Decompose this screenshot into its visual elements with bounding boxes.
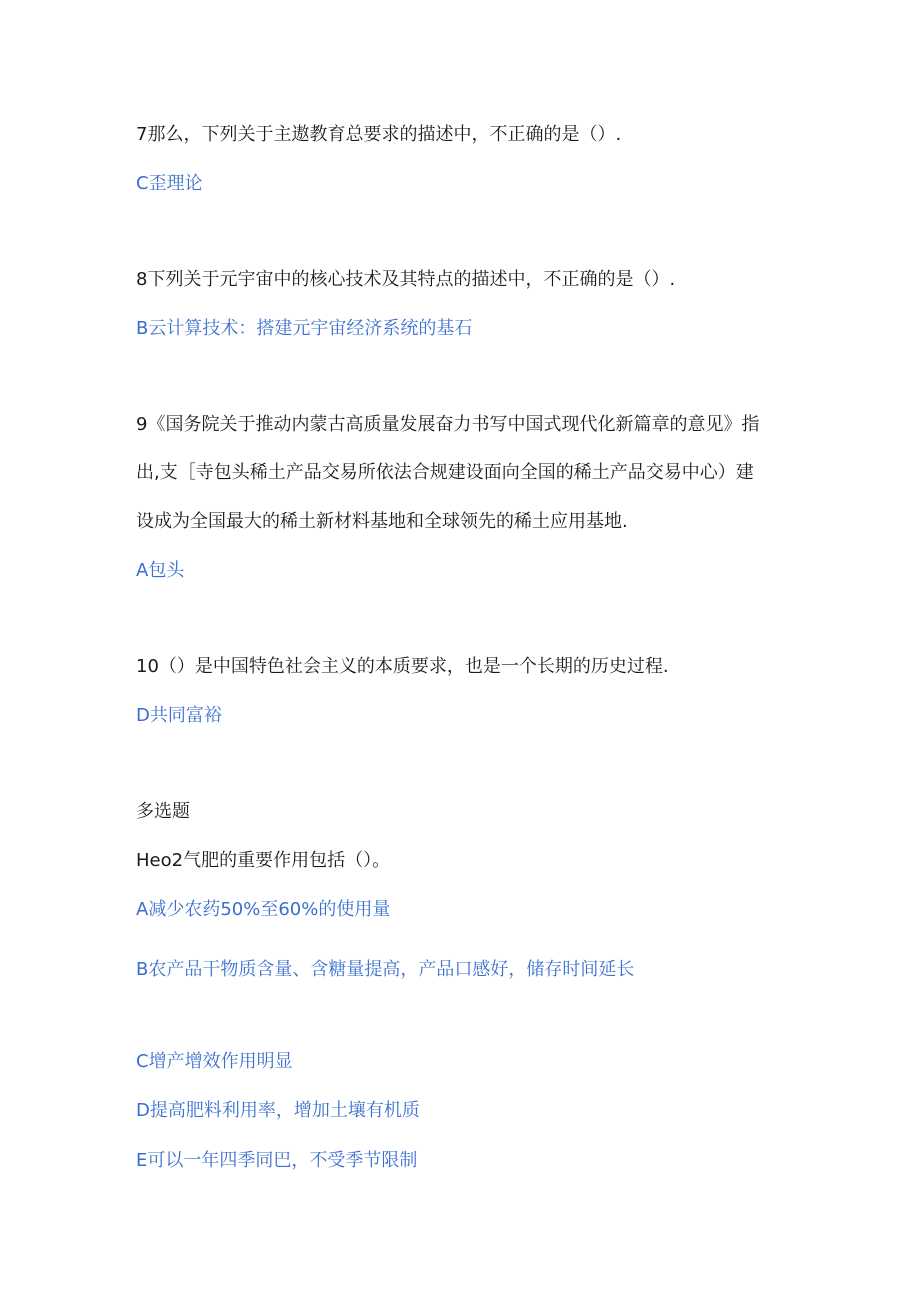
question-9-answer: A包头 <box>136 560 185 581</box>
multi-question-text: Heo2气肥的重要作用包括（）。 <box>136 850 391 871</box>
question-7-answer: C歪理论 <box>136 173 203 194</box>
multi-option-d: D提高肥料利用率，增加土壤有机质 <box>136 1100 420 1121</box>
multi-option-b: B农产品干物质含量、含糖量提高，产品口感好，储存时间延长 <box>136 959 635 980</box>
section-heading-multiple-choice: 多选题 <box>136 801 190 822</box>
multi-option-c: C增产增效作用明显 <box>136 1051 293 1072</box>
question-9-line-3: 设成为全国最大的稀土新材料基地和全球领先的稀土应用基地. <box>136 511 628 532</box>
multi-option-a: A减少农药50%至60%的使用量 <box>136 899 391 920</box>
question-8-text: 8下列关于元宇宙中的核心技术及其特点的描述中，不正确的是（）. <box>136 269 676 290</box>
question-9-line-1: 9《国务院关于推动内蒙古高质量发展奋力书写中国式现代化新篇章的意见》指 <box>136 414 760 435</box>
multi-option-e: E可以一年四季同巴，不受季节限制 <box>136 1150 418 1171</box>
question-7-text: 7那么，下列关于主遨教育总要求的描述中，不正确的是（）. <box>136 124 622 145</box>
question-10-text: 10（）是中国特色社会主义的本质要求，也是一个长期的历史过程. <box>136 656 669 677</box>
question-10-answer: D共同富裕 <box>136 705 222 726</box>
question-9-line-2: 出,支［寺包头稀土产品交易所依法合规建设面向全国的稀土产品交易中心）建 <box>136 462 754 483</box>
question-8-answer: B云计算技术：搭建元宇宙经济系统的基石 <box>136 318 473 339</box>
